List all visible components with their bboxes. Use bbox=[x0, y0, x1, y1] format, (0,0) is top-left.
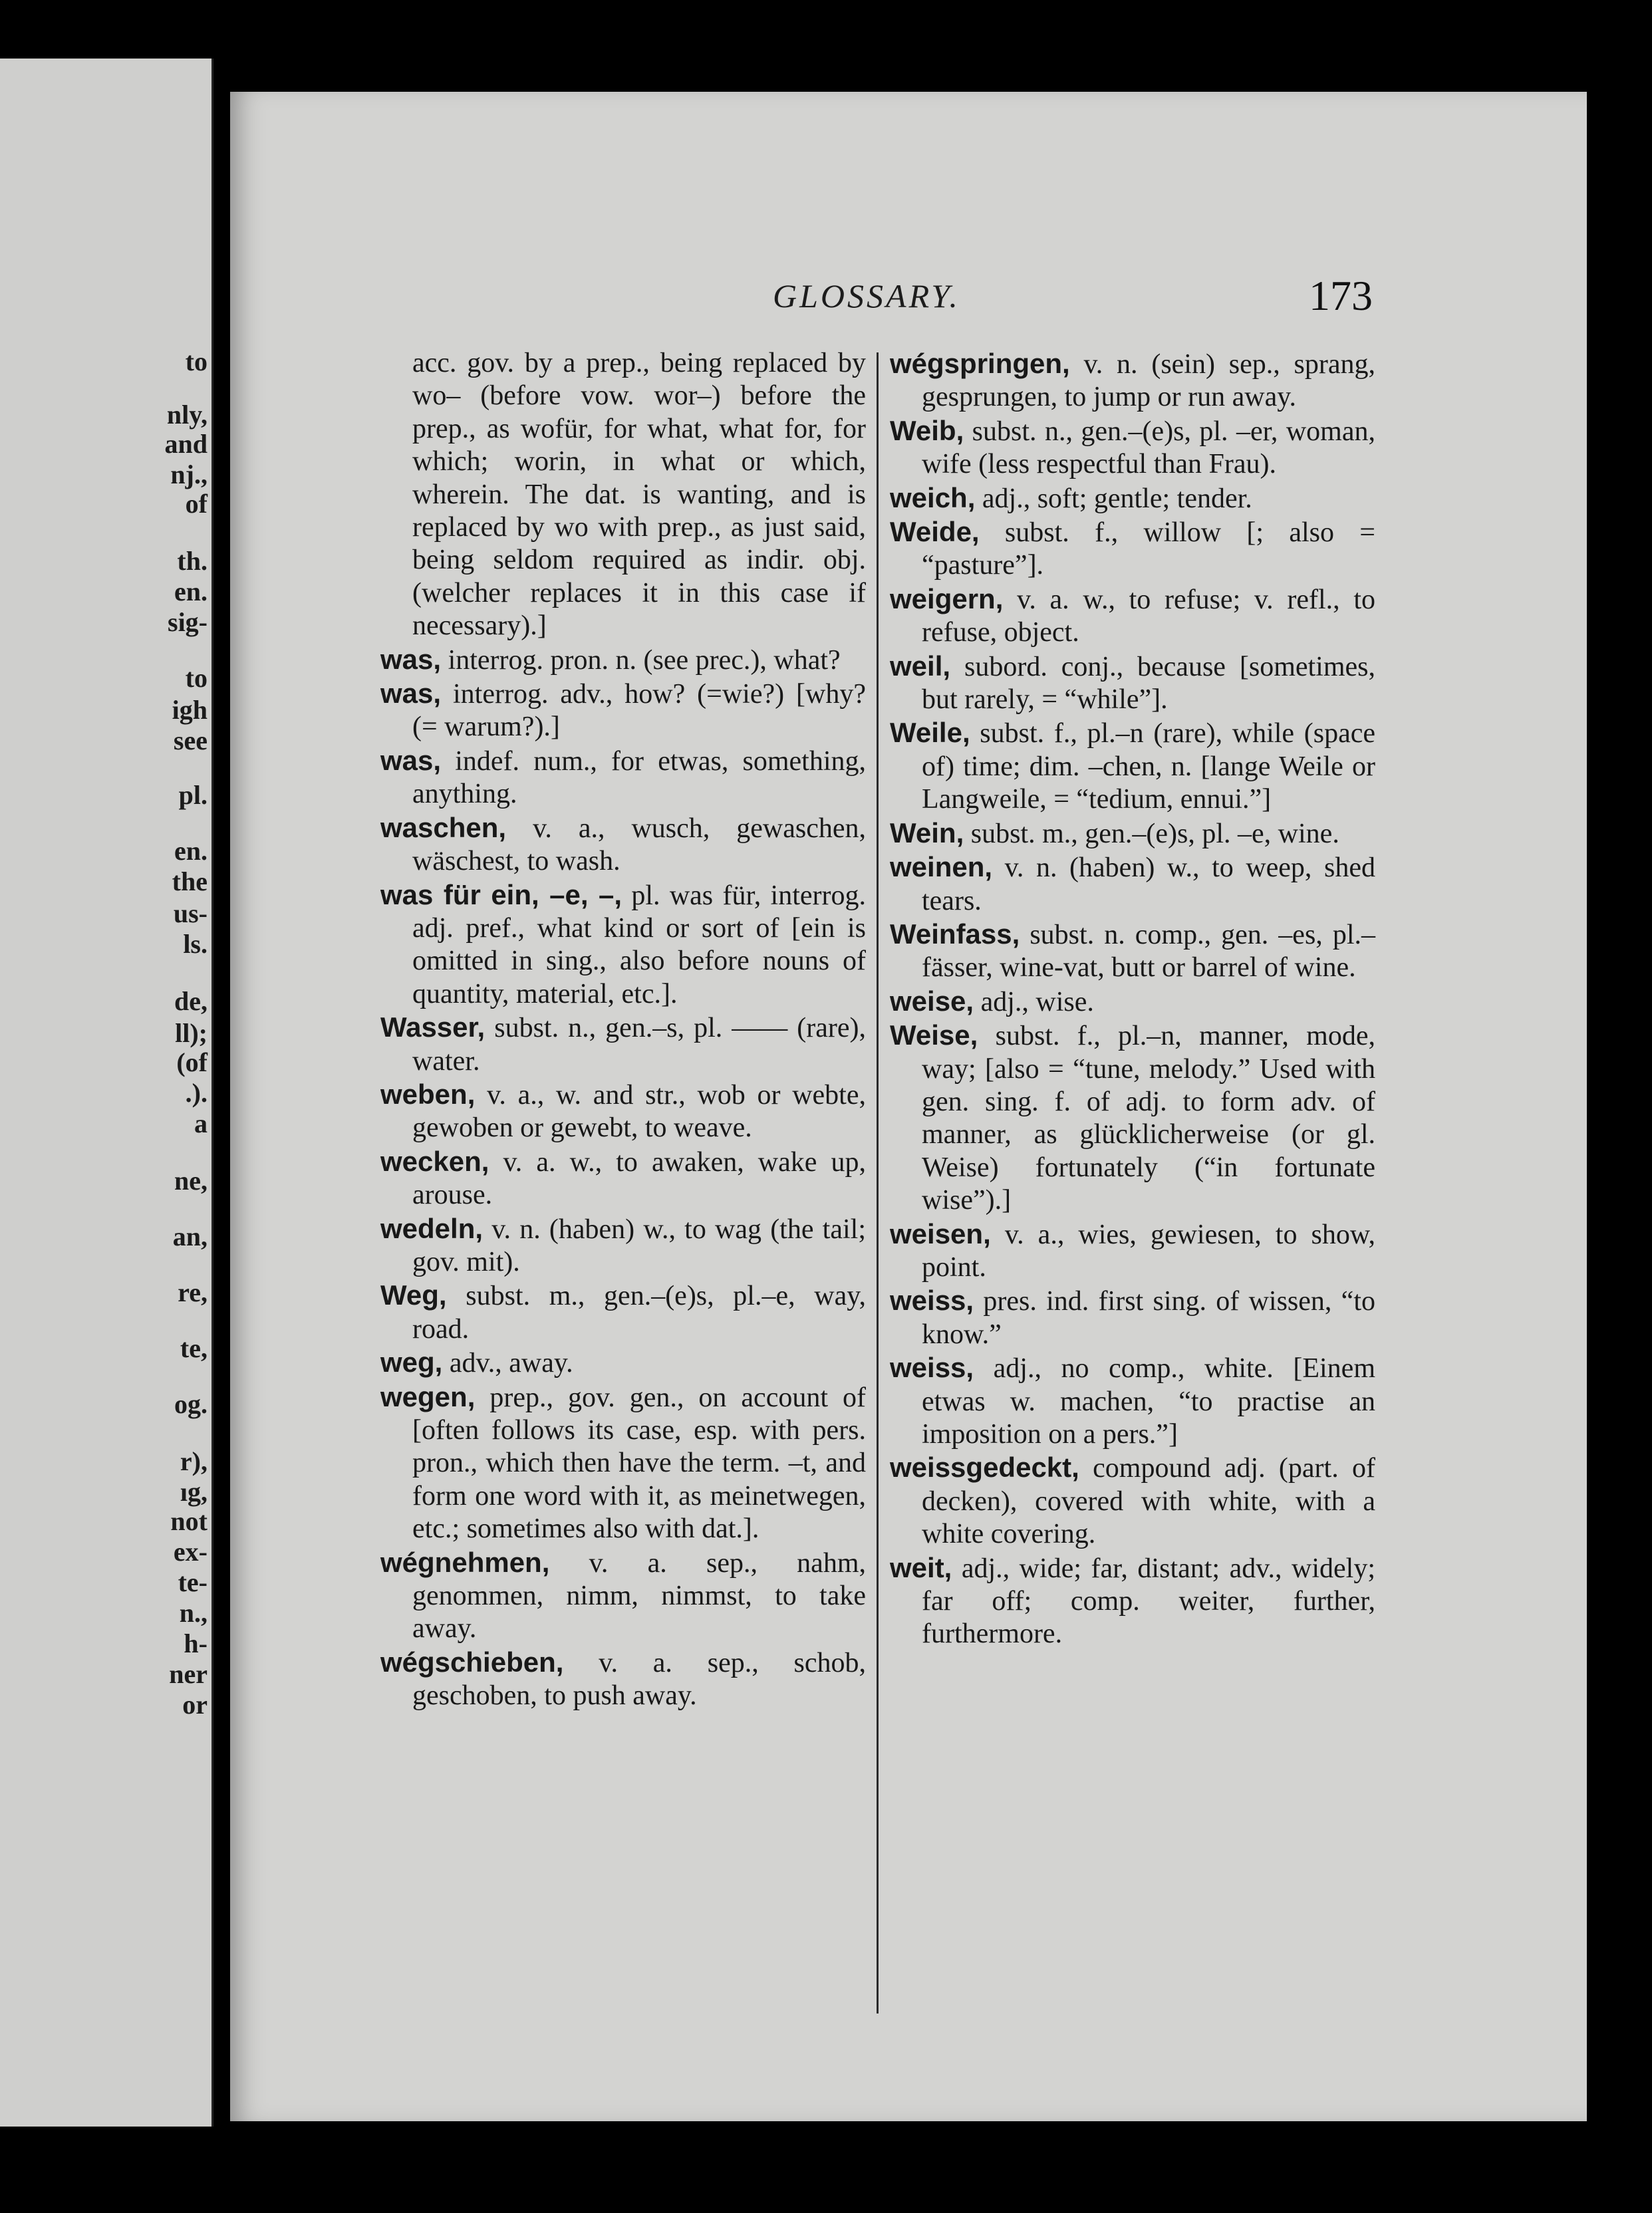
entry-headword: wégspringen, bbox=[890, 348, 1070, 379]
entry-headword: Weinfass, bbox=[890, 918, 1020, 950]
entry-headword: weiss, bbox=[890, 1352, 974, 1384]
glossary-entry bbox=[380, 347, 866, 643]
entry-definition: interrog. pron. n. (see prec.), what? bbox=[441, 644, 841, 676]
fragment-line: .). bbox=[185, 1078, 207, 1108]
column-divider bbox=[877, 352, 879, 2014]
fragment-line: and bbox=[164, 429, 207, 459]
entry-definition: subst. f., pl.–n, manner, mode, way; [also = “tune, melody.” Used with gen. sing. f. of adj. to form adv. of manner, as glücklicherweise (or gl. Weise) fortunately (“in fortunate wise”).] bbox=[922, 1021, 1375, 1216]
glossary-entry bbox=[890, 481, 1375, 515]
entry-definition: compound adj. (part. of decken), covered with white, with a white covering. bbox=[922, 1453, 1375, 1550]
glossary-entry bbox=[890, 347, 1375, 414]
fragment-line: to bbox=[185, 346, 207, 376]
entry-headword: was, bbox=[380, 744, 442, 776]
fragment-line: ll); bbox=[175, 1018, 207, 1048]
entry-definition: pres. ind. first sing. of wissen, “to know.” bbox=[922, 1286, 1375, 1350]
entry-headword: weissgedeckt, bbox=[890, 1452, 1079, 1484]
glossary-entry bbox=[380, 1346, 866, 1380]
entry-headword: was, bbox=[380, 678, 442, 710]
glossary-entry bbox=[890, 1019, 1375, 1217]
glossary-entry bbox=[380, 744, 866, 811]
entry-definition: adj., soft; gentle; tender. bbox=[975, 483, 1252, 514]
entry-headword: weiss, bbox=[890, 1285, 974, 1317]
fragment-line: us- bbox=[173, 898, 207, 928]
entry-definition: v. n. (haben) w., to weep, shed tears. bbox=[922, 852, 1375, 916]
glossary-column-right bbox=[890, 347, 1375, 1651]
entry-headword: weil, bbox=[890, 650, 951, 682]
entry-headword: wégnehmen, bbox=[380, 1546, 550, 1578]
glossary-entry bbox=[380, 1646, 866, 1713]
running-title: GLOSSARY. bbox=[773, 277, 960, 315]
fragment-line: ner bbox=[169, 1659, 207, 1689]
fragment-line: not bbox=[170, 1506, 207, 1536]
entry-definition: adj., wide; far, distant; adv., widely; far off; comp. weiter, further, furthermore. bbox=[922, 1553, 1375, 1650]
entry-headword: wecken, bbox=[380, 1145, 489, 1177]
fragment-line: og. bbox=[174, 1389, 207, 1419]
fragment-line: en. bbox=[174, 577, 207, 606]
entry-headword: wegen, bbox=[380, 1380, 476, 1412]
glossary-entry bbox=[890, 918, 1375, 985]
glossary-entry bbox=[380, 643, 866, 677]
glossary-entry bbox=[890, 850, 1375, 918]
glossary-entry bbox=[380, 1279, 866, 1346]
fragment-line: h- bbox=[184, 1628, 207, 1658]
entry-headword: weigern, bbox=[890, 583, 1004, 614]
entry-definition: pl. was für, interrog. adj. pref., what kind or sort of [ein is omitted in sing., also before nouns of quantity, material, etc.]. bbox=[412, 880, 867, 1009]
glossary-entry bbox=[380, 677, 866, 744]
entry-definition: subst. n., gen.–s, pl. —— (rare), water. bbox=[412, 1013, 866, 1077]
fragment-line: ls. bbox=[183, 929, 207, 959]
entry-definition: v. a., wies, gewiesen, to show, point. bbox=[922, 1219, 1375, 1283]
glossary-column-left bbox=[380, 347, 866, 1713]
entry-headword: Weise, bbox=[890, 1019, 978, 1051]
entry-definition: acc. gov. by a prep., being replaced by wo– (before vow. wor–) before the prep., as wofür, for what, what for, for which; worin, in what or which, wherein. The dat. is wanting, and is replaced by wo with prep., as just said, being seldom required as indir. obj. (welcher replaces it in this case if necessary).] bbox=[412, 348, 866, 642]
fragment-line: pl. bbox=[178, 780, 207, 810]
entry-definition: adj., wise. bbox=[974, 986, 1094, 1017]
fragment-line: sig- bbox=[168, 607, 207, 637]
entry-definition: indef. num., for etwas, something, anything. bbox=[412, 745, 866, 810]
glossary-entry bbox=[890, 1218, 1375, 1285]
glossary-entry bbox=[380, 1078, 866, 1145]
entry-definition: subord. conj., because [sometimes, but rarely, = “while”]. bbox=[922, 651, 1375, 716]
glossary-entry bbox=[380, 1011, 866, 1078]
entry-headword: wégschieben, bbox=[380, 1646, 564, 1678]
glossary-entry bbox=[380, 1380, 866, 1546]
fragment-line: of bbox=[185, 489, 207, 519]
glossary-entry bbox=[890, 414, 1375, 481]
glossary-entry bbox=[380, 878, 866, 1011]
entry-definition: subst. f., pl.–n (rare), while (space of) time; dim. –chen, n. [lange Weile or Langweile, = “tedium, ennui.”] bbox=[922, 718, 1375, 815]
entry-headword: Weg, bbox=[380, 1279, 447, 1311]
entry-definition: v. n. (haben) w., to wag (the tail; gov. mit). bbox=[412, 1214, 866, 1277]
glossary-entry bbox=[890, 1451, 1375, 1551]
glossary-page bbox=[230, 92, 1587, 2121]
entry-headword: Wein, bbox=[890, 817, 964, 848]
fragment-line: de, bbox=[174, 986, 207, 1016]
fragment-line: r), bbox=[180, 1446, 207, 1476]
entry-headword: weise, bbox=[890, 985, 974, 1017]
glossary-entry bbox=[890, 716, 1375, 816]
entry-definition: subst. f., willow [; also = “pasture”]. bbox=[922, 517, 1375, 581]
entry-definition: subst. m., gen.–(e)s, pl. –e, wine. bbox=[964, 818, 1339, 849]
entry-definition: subst. n., gen.–(e)s, pl. –er, woman, wife (less respectful than Frau). bbox=[922, 416, 1375, 480]
entry-headword: waschen, bbox=[380, 811, 507, 843]
entry-definition: subst. m., gen.–(e)s, pl.–e, way, road. bbox=[412, 1281, 866, 1345]
fragment-line: or bbox=[182, 1690, 207, 1720]
entry-headword: weg, bbox=[380, 1347, 443, 1378]
glossary-entry bbox=[890, 1351, 1375, 1451]
entry-headword: weisen, bbox=[890, 1218, 991, 1249]
entry-definition: adj., no comp., white. [Einem etwas w. machen, “to practise an imposition on a pers.”] bbox=[922, 1353, 1375, 1450]
entry-definition: v. a. sep., nahm, genommen, nimm, nimmst, to take away. bbox=[412, 1547, 866, 1644]
entry-definition: v. a. w., to refuse; v. refl., to refuse, object. bbox=[922, 584, 1375, 648]
fragment-line: ex- bbox=[173, 1537, 207, 1567]
fragment-line: en. bbox=[174, 836, 207, 866]
glossary-entry bbox=[380, 1145, 866, 1212]
entry-definition: adv., away. bbox=[442, 1348, 573, 1379]
entry-headword: Weile, bbox=[890, 717, 970, 749]
facing-page-fragment bbox=[0, 59, 213, 2127]
page-header bbox=[230, 271, 1587, 325]
entry-headword: Weib, bbox=[890, 414, 964, 446]
fragment-line: nj., bbox=[170, 459, 207, 489]
entry-definition: v. a. sep., schob, geschoben, to push away. bbox=[412, 1647, 866, 1712]
entry-headword: weit, bbox=[890, 1551, 952, 1583]
entry-definition: v. a., wusch, gewaschen, wäschest, to wash. bbox=[412, 813, 866, 877]
fragment-line: igh bbox=[172, 695, 207, 725]
fragment-line: th. bbox=[177, 546, 207, 576]
glossary-entry bbox=[380, 1546, 866, 1646]
glossary-entry bbox=[890, 650, 1375, 717]
fragment-line: a bbox=[194, 1108, 207, 1138]
glossary-entry bbox=[380, 1212, 866, 1279]
glossary-entry bbox=[890, 985, 1375, 1019]
entry-definition: subst. n. comp., gen. –es, pl.–fässer, wine-vat, butt or barrel of wine. bbox=[922, 919, 1375, 983]
fragment-line: te- bbox=[178, 1567, 207, 1597]
entry-definition: v. a., w. and str., wob or webte, gewoben or gewebt, to weave. bbox=[412, 1079, 866, 1144]
entry-headword: Weide, bbox=[890, 516, 980, 548]
entry-headword: was, bbox=[380, 643, 442, 675]
entry-definition: v. n. (sein) sep., sprang, gesprungen, to jump or run away. bbox=[922, 349, 1375, 413]
fragment-line: ne, bbox=[174, 1166, 207, 1196]
fragment-line: re, bbox=[178, 1277, 207, 1307]
fragment-line: ıg, bbox=[180, 1477, 207, 1507]
glossary-entry bbox=[890, 583, 1375, 650]
page-number: 173 bbox=[1309, 272, 1373, 319]
fragment-line: n., bbox=[179, 1598, 207, 1628]
fragment-line: to bbox=[185, 663, 207, 693]
entry-headword: wedeln, bbox=[380, 1212, 483, 1244]
fragment-line: te, bbox=[180, 1333, 207, 1363]
entry-definition: prep., gov. gen., on account of [often follows its case, esp. with pers. pron., which then have the term. –t, and form one word with it, as meinetwegen, etc.; sometimes also with dat.]. bbox=[412, 1382, 866, 1545]
entry-headword: weich, bbox=[890, 481, 976, 513]
entry-headword: weinen, bbox=[890, 851, 993, 883]
entry-definition: v. a. w., to awaken, wake up, arouse. bbox=[412, 1146, 866, 1211]
glossary-entry bbox=[380, 811, 866, 878]
fragment-line: (of bbox=[176, 1047, 207, 1077]
fragment-line: the bbox=[172, 866, 207, 896]
fragment-line: see bbox=[173, 725, 207, 755]
glossary-entry bbox=[890, 1284, 1375, 1351]
entry-headword: Wasser, bbox=[380, 1011, 485, 1043]
entry-definition: interrog. adv., how? (=wie?) [why? (= warum?).] bbox=[412, 679, 866, 743]
glossary-entry bbox=[890, 817, 1375, 850]
glossary-entry bbox=[890, 515, 1375, 583]
entry-headword: weben, bbox=[380, 1078, 476, 1110]
fragment-line: an, bbox=[172, 1222, 207, 1251]
entry-headword: was für ein, –e, –, bbox=[380, 878, 622, 910]
glossary-entry bbox=[890, 1551, 1375, 1651]
fragment-line: nly, bbox=[166, 400, 207, 430]
